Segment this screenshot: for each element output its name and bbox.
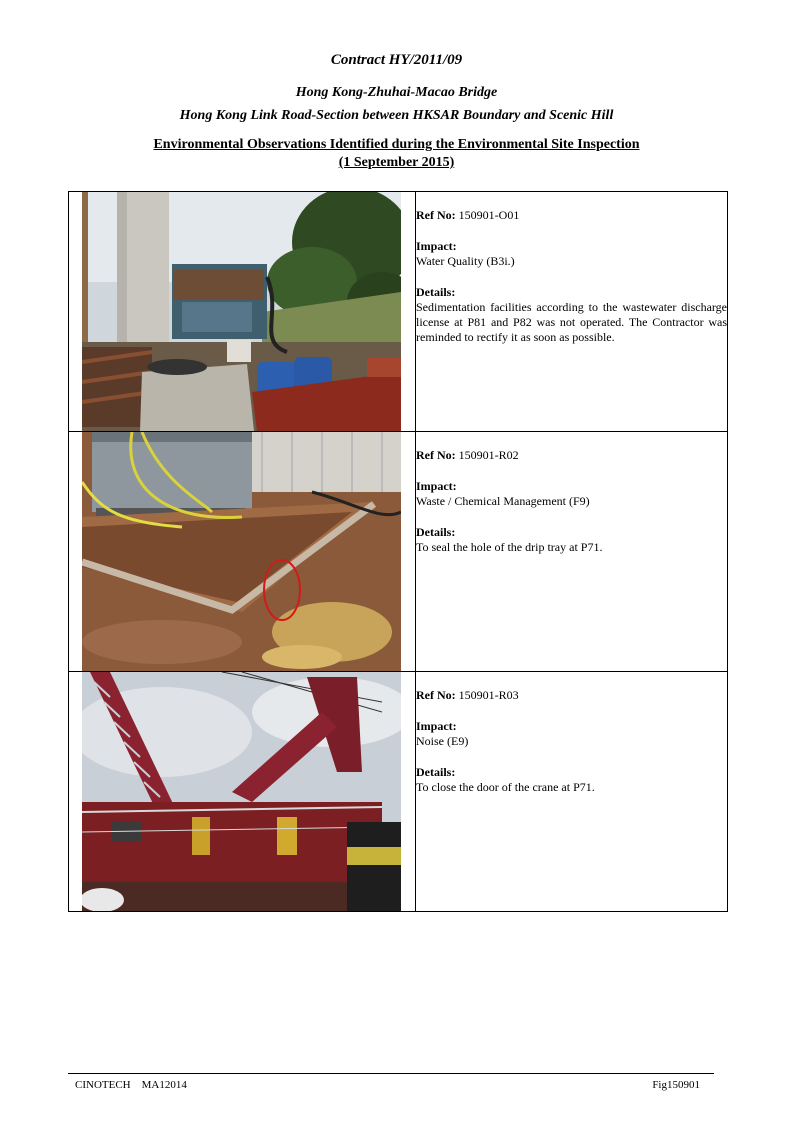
description-cell <box>416 432 728 672</box>
description-cell <box>416 672 728 912</box>
observation-row <box>69 192 728 432</box>
observation-row <box>69 672 728 912</box>
document-title-line1: Environmental Observations Identified during the Environmental Site Inspection <box>153 137 640 152</box>
impact-value: Waste / Chemical Management (F9) <box>416 494 590 508</box>
footer-divider <box>68 1073 714 1074</box>
details-label: Details: <box>416 285 456 299</box>
impact-label: Impact: <box>416 479 457 493</box>
site-photo-sedimentation <box>82 192 401 431</box>
contract-number: Contract HY/2011/09 <box>330 52 463 68</box>
impact-block <box>416 239 727 269</box>
description-cell <box>416 192 728 432</box>
project-title-line2: Hong Kong Link Road-Section between HKSAR Boundary and Scenic Hill <box>179 108 614 123</box>
details-block <box>416 525 727 555</box>
observation-row <box>69 432 728 672</box>
photo-cell <box>69 672 416 912</box>
ref-line <box>416 208 727 223</box>
ref-label: Ref No: <box>416 208 456 222</box>
project-title-line1: Hong Kong-Zhuhai-Macao Bridge <box>295 85 498 100</box>
impact-block <box>416 719 727 749</box>
details-label: Details: <box>416 525 456 539</box>
photo-cell <box>69 192 416 432</box>
impact-label: Impact: <box>416 719 457 733</box>
impact-block <box>416 479 727 509</box>
ref-value: 150901-O01 <box>458 208 520 222</box>
details-block <box>416 285 727 345</box>
ref-value: 150901-R03 <box>458 688 519 702</box>
details-block <box>416 765 727 795</box>
photo-cell <box>69 432 416 672</box>
details-value: Sedimentation facilities according to the wastewater discharge license at P81 and P82 was not operated. The Contractor was reminded to rectify it as soon as possible. <box>416 300 727 344</box>
document-title-line2: (1 September 2015) <box>338 155 455 170</box>
details-value: To close the door of the crane at P71. <box>416 780 595 794</box>
impact-value: Water Quality (B3i.) <box>416 254 515 268</box>
footer-company: CINOTECH MA12014 <box>75 1079 187 1091</box>
ref-label: Ref No: <box>416 448 456 462</box>
ref-label: Ref No: <box>416 688 456 702</box>
site-photo-crane <box>82 672 401 911</box>
ref-value: 150901-R02 <box>458 448 519 462</box>
impact-label: Impact: <box>416 239 457 253</box>
details-value: To seal the hole of the drip tray at P71. <box>416 540 603 554</box>
footer-figure-number: Fig150901 <box>652 1079 700 1091</box>
site-photo-drip-tray <box>82 432 401 671</box>
observations-table <box>68 191 728 912</box>
details-label: Details: <box>416 765 456 779</box>
ref-line <box>416 448 727 463</box>
impact-value: Noise (E9) <box>416 734 469 748</box>
ref-line <box>416 688 727 703</box>
